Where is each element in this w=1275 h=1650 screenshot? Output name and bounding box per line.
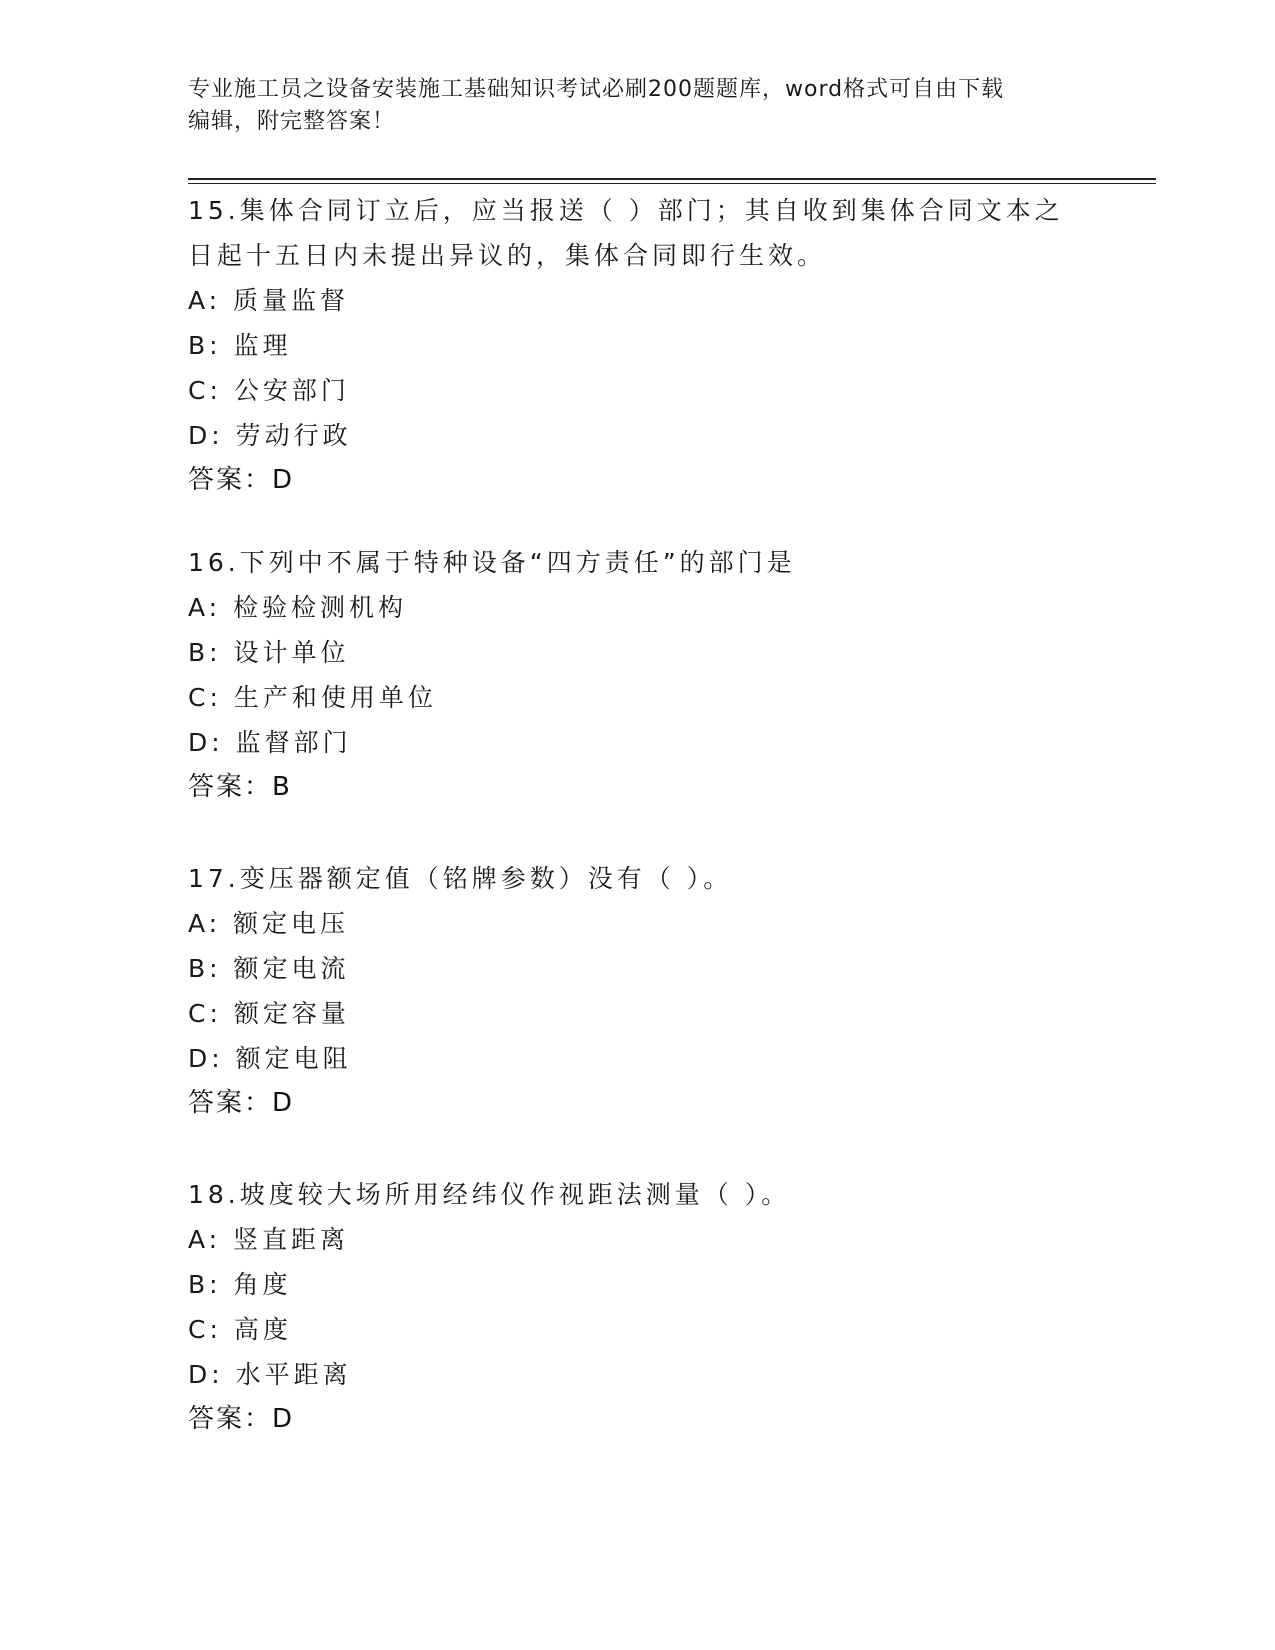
question-15 — [188, 188, 1088, 503]
answer: 答案：B — [188, 772, 292, 802]
answer: 答案：D — [188, 1404, 295, 1434]
option-c: C: 生产和使用单位 — [188, 683, 437, 712]
header-divider-top — [188, 178, 1156, 180]
question-stem: 16.下列中不属于特种设备“四方责任”的部门是 — [188, 548, 796, 577]
option-b: B: 额定电流 — [188, 954, 350, 983]
header-divider-bottom — [188, 183, 1156, 184]
option-a: A: 质量监督 — [188, 286, 350, 315]
header-line-2: 编辑，附完整答案！ — [188, 109, 396, 134]
question-16 — [188, 540, 1088, 810]
answer: 答案：D — [188, 465, 295, 495]
option-d: D: 水平距离 — [188, 1360, 352, 1389]
option-c: C: 额定容量 — [188, 999, 350, 1028]
option-c: C: 公安部门 — [188, 376, 350, 405]
option-a: A: 额定电压 — [188, 909, 350, 938]
option-b: B: 设计单位 — [188, 638, 350, 667]
question-stem: 15.集体合同订立后，应当报送（ ）部门；其自收到集体合同文本之 — [188, 196, 1064, 225]
header-line-1: 专业施工员之设备安装施工基础知识考试必刷200题题库，word格式可自由下载 — [188, 77, 1005, 102]
question-18 — [188, 1172, 1088, 1442]
document-header — [188, 74, 1088, 138]
question-17 — [188, 856, 1088, 1126]
option-d: D: 额定电阻 — [188, 1044, 352, 1073]
question-stem: 17.变压器额定值（铭牌参数）没有（ ）。 — [188, 864, 733, 893]
question-stem-continued: 日起十五日内未提出异议的，集体合同即行生效。 — [188, 241, 827, 270]
option-a: A: 竖直距离 — [188, 1225, 350, 1254]
option-d: D: 劳动行政 — [188, 421, 352, 450]
option-b: B: 监理 — [188, 331, 292, 360]
question-stem: 18.坡度较大场所用经纬仪作视距法测量（ ）。 — [188, 1180, 791, 1209]
option-a: A: 检验检测机构 — [188, 593, 408, 622]
answer: 答案：D — [188, 1088, 295, 1118]
option-d: D: 监督部门 — [188, 728, 352, 757]
option-b: B: 角度 — [188, 1270, 292, 1299]
option-c: C: 高度 — [188, 1315, 292, 1344]
